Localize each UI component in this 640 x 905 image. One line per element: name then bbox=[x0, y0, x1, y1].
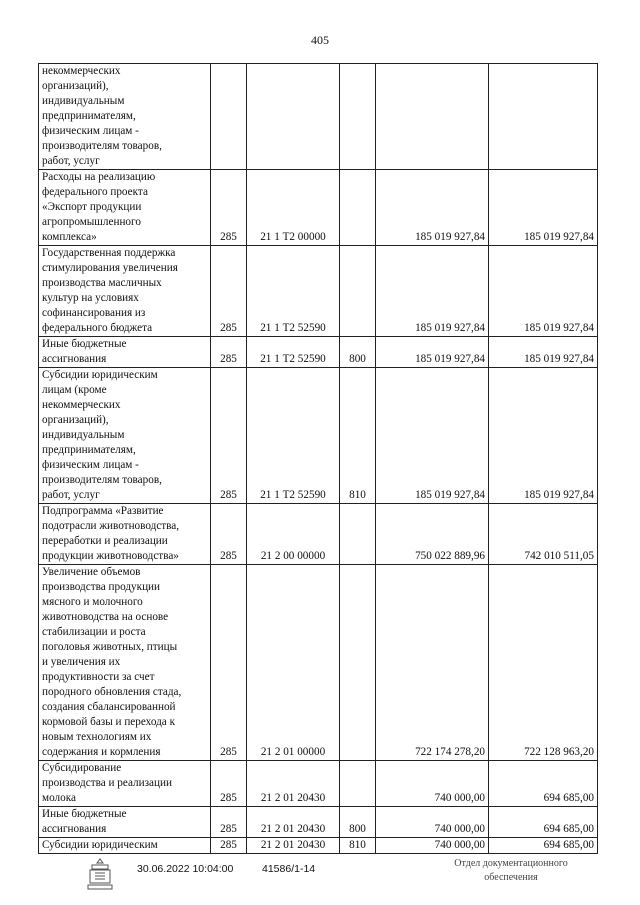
row-name: Увеличение объемов производства продукции мясного и молочного животноводства на основе стабилизации и роста поголовья животных, птицы и увеличения их продуктивности за счет породного обновления стада, создания сбалансированной кормовой базы и перехода к новым технологиям их содержания и кормления bbox=[39, 565, 211, 761]
row-ved-code: 285 bbox=[211, 504, 247, 565]
row-expense-type: 800 bbox=[340, 337, 376, 368]
stamp-line-2: обеспечения bbox=[484, 872, 538, 883]
table-row bbox=[39, 807, 598, 838]
document-footer bbox=[0, 857, 640, 897]
coat-of-arms-icon bbox=[86, 857, 114, 891]
row-target-code: 21 2 00 00000 bbox=[247, 504, 340, 565]
table-row bbox=[39, 337, 598, 368]
table-row bbox=[39, 246, 598, 337]
row-amount-2: 694 685,00 bbox=[489, 807, 598, 838]
row-name: Субсидии юридическим bbox=[39, 838, 211, 854]
row-amount-1: 185 019 927,84 bbox=[376, 170, 489, 246]
row-name: Подпрограмма «Развитие подотрасли животноводства, переработки и реализации продукции животноводства» bbox=[39, 504, 211, 565]
row-amount-2: 185 019 927,84 bbox=[489, 337, 598, 368]
table-row bbox=[39, 368, 598, 504]
row-target-code: 21 1 Т2 52590 bbox=[247, 246, 340, 337]
row-target-code: 21 1 Т2 52590 bbox=[247, 368, 340, 504]
row-ved-code: 285 bbox=[211, 761, 247, 807]
row-amount-1: 740 000,00 bbox=[376, 761, 489, 807]
row-expense-type bbox=[340, 64, 376, 170]
row-target-code: 21 2 01 20430 bbox=[247, 838, 340, 854]
row-amount-2: 742 010 511,05 bbox=[489, 504, 598, 565]
row-name: Государственная поддержка стимулирования увеличения производства масличных культур на условиях софинансирования из федерального бюджета bbox=[39, 246, 211, 337]
budget-table bbox=[38, 63, 598, 854]
row-ved-code: 285 bbox=[211, 807, 247, 838]
row-amount-1: 185 019 927,84 bbox=[376, 368, 489, 504]
row-ved-code bbox=[211, 64, 247, 170]
row-amount-2 bbox=[489, 64, 598, 170]
row-amount-2: 185 019 927,84 bbox=[489, 170, 598, 246]
row-amount-1: 722 174 278,20 bbox=[376, 565, 489, 761]
row-amount-1: 740 000,00 bbox=[376, 838, 489, 854]
footer-datetime: 30.06.2022 10:04:00 bbox=[137, 863, 234, 875]
row-ved-code: 285 bbox=[211, 170, 247, 246]
row-expense-type: 810 bbox=[340, 838, 376, 854]
row-name: Субсидии юридическим лицам (кроме некоммерческих организаций), индивидуальным предпринимателям, физическим лицам - производителям товаров, работ, услуг bbox=[39, 368, 211, 504]
row-amount-2: 722 128 963,20 bbox=[489, 565, 598, 761]
row-amount-1 bbox=[376, 64, 489, 170]
row-name: Расходы на реализацию федерального проекта «Экспорт продукции агропромышленного комплекса» bbox=[39, 170, 211, 246]
row-ved-code: 285 bbox=[211, 246, 247, 337]
row-amount-1: 740 000,00 bbox=[376, 807, 489, 838]
row-target-code bbox=[247, 64, 340, 170]
table-row bbox=[39, 838, 598, 854]
table-row bbox=[39, 170, 598, 246]
row-expense-type: 800 bbox=[340, 807, 376, 838]
row-target-code: 21 1 Т2 00000 bbox=[247, 170, 340, 246]
row-amount-2: 694 685,00 bbox=[489, 838, 598, 854]
row-target-code: 21 2 01 20430 bbox=[247, 807, 340, 838]
table-row bbox=[39, 565, 598, 761]
row-target-code: 21 1 Т2 52590 bbox=[247, 337, 340, 368]
row-expense-type bbox=[340, 504, 376, 565]
row-name: Субсидирование производства и реализации молока bbox=[39, 761, 211, 807]
row-expense-type bbox=[340, 170, 376, 246]
row-ved-code: 285 bbox=[211, 565, 247, 761]
row-name: Иные бюджетные ассигнования bbox=[39, 337, 211, 368]
row-ved-code: 285 bbox=[211, 337, 247, 368]
row-expense-type bbox=[340, 246, 376, 337]
department-stamp bbox=[428, 857, 594, 885]
row-expense-type bbox=[340, 761, 376, 807]
row-amount-1: 185 019 927,84 bbox=[376, 337, 489, 368]
row-amount-2: 185 019 927,84 bbox=[489, 368, 598, 504]
row-target-code: 21 2 01 20430 bbox=[247, 761, 340, 807]
stamp-line-1: Отдел документационного bbox=[454, 858, 568, 869]
row-ved-code: 285 bbox=[211, 368, 247, 504]
row-amount-2: 185 019 927,84 bbox=[489, 246, 598, 337]
row-expense-type: 810 bbox=[340, 368, 376, 504]
page-number: 405 bbox=[311, 33, 329, 47]
row-target-code: 21 2 01 00000 bbox=[247, 565, 340, 761]
row-ved-code: 285 bbox=[211, 838, 247, 854]
row-amount-2: 694 685,00 bbox=[489, 761, 598, 807]
row-amount-1: 750 022 889,96 bbox=[376, 504, 489, 565]
footer-doc-number: 41586/1-14 bbox=[262, 863, 316, 875]
row-expense-type bbox=[340, 565, 376, 761]
table-row bbox=[39, 64, 598, 170]
row-name: Иные бюджетные ассигнования bbox=[39, 807, 211, 838]
budget-table-body bbox=[39, 64, 598, 854]
table-row bbox=[39, 761, 598, 807]
row-name: некоммерческих организаций), индивидуальным предпринимателям, физическим лицам - производителям товаров, работ, услуг bbox=[39, 64, 211, 170]
row-amount-1: 185 019 927,84 bbox=[376, 246, 489, 337]
table-row bbox=[39, 504, 598, 565]
